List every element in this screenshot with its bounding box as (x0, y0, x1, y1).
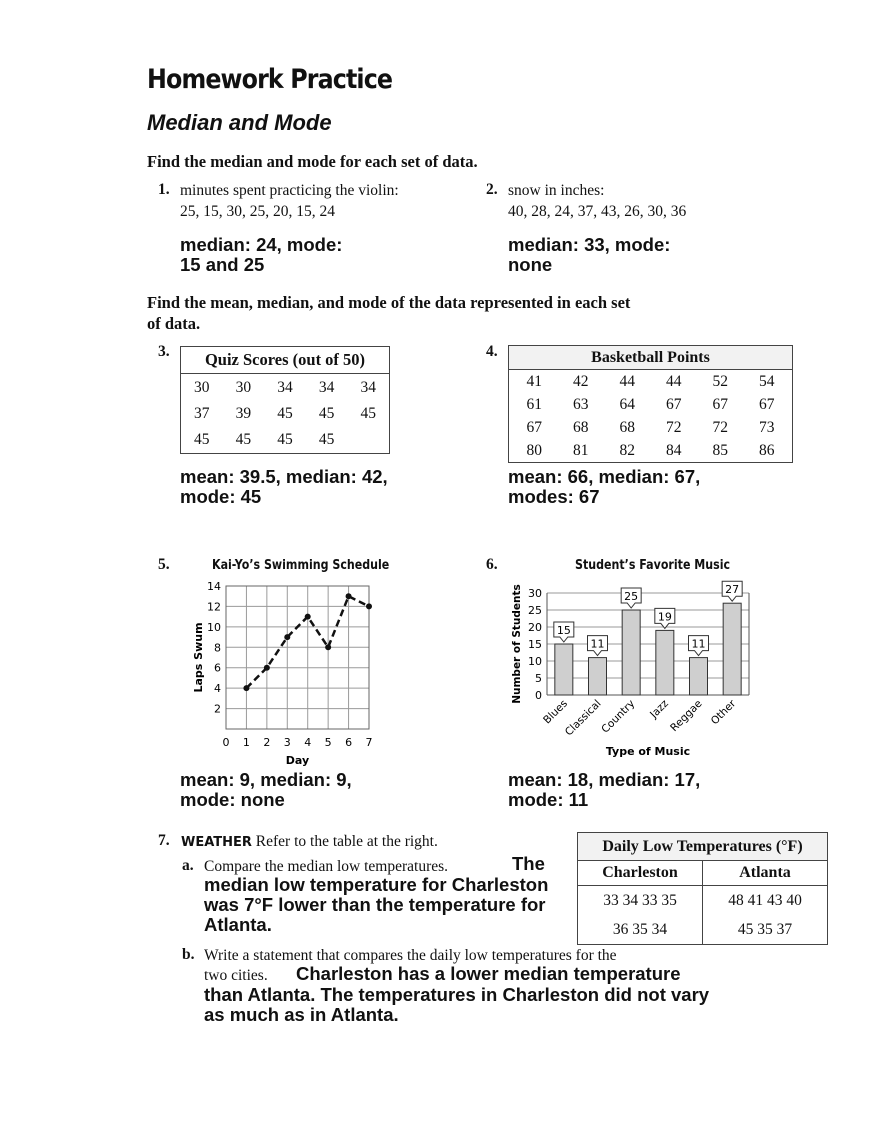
data-point (305, 614, 311, 620)
table-cell: 67 (759, 396, 775, 413)
table-cell: 67 (526, 419, 542, 436)
part-a-answer-line3: was 7°F lower than the temperature for (204, 894, 546, 915)
problem5-answer-line1: mean: 9, median: 9, (180, 769, 352, 790)
part-a-answer-line4: Atlanta. (204, 914, 272, 935)
quiz-scores-title: Quiz Scores (out of 50) (181, 347, 389, 374)
problem3-answer-line1: mean: 39.5, median: 42, (180, 466, 388, 487)
atlanta-temps-row1: 48 41 43 40 (703, 886, 828, 917)
column-header-atlanta: Atlanta (703, 861, 828, 886)
table-cell: 61 (526, 396, 542, 413)
bar (622, 610, 640, 695)
bar (723, 603, 741, 695)
y-tick-label: 8 (214, 641, 221, 655)
table-cell: 34 (318, 379, 335, 396)
problem4-number: 4. (486, 343, 498, 360)
data-point (366, 603, 372, 609)
y-tick-label: 6 (214, 661, 221, 675)
data-label: 11 (691, 637, 706, 651)
problem2-label: snow in inches: (508, 182, 605, 199)
basketball-points-title: Basketball Points (509, 346, 792, 370)
part-a-question: Compare the median low temperatures. (204, 858, 449, 875)
table-cell: 37 (194, 405, 210, 422)
part-b-answer-line2: than Atlanta. The temperatures in Charleston did not vary (204, 984, 710, 1005)
problem5-answer (180, 770, 352, 810)
x-category-label: Classical (562, 697, 604, 739)
table-cell: 45 (318, 405, 335, 422)
table-cell: 85 (712, 442, 728, 459)
x-tick-label: 5 (324, 736, 332, 749)
table-cell: 45 (277, 431, 293, 448)
swim-line-chart (185, 576, 400, 771)
table-cell: 52 (712, 373, 728, 390)
problem6-answer-line2: mode: 11 (508, 789, 589, 810)
quiz-scores-grid (181, 375, 389, 453)
problem6-number: 6. (486, 556, 498, 573)
part-a-answer-line2: median low temperature for Charleston (204, 874, 549, 895)
temperature-table-title: Daily Low Temperatures (°F) (578, 833, 828, 861)
data-label: 15 (556, 624, 571, 637)
table-cell: 64 (619, 396, 635, 413)
table-cell: 30 (194, 379, 210, 396)
music-chart-title: Student’s Favorite Music (575, 558, 731, 573)
problem5-number: 5. (158, 556, 170, 573)
problem4-answer (508, 467, 700, 507)
table-cell: 42 (573, 373, 589, 390)
x-tick-label: 2 (263, 736, 271, 749)
problem2-answer (508, 235, 670, 275)
x-axis-label: Day (285, 754, 310, 767)
table-cell: 45 (194, 431, 210, 448)
table-cell: 72 (666, 419, 682, 436)
section1-instruction: Find the median and mode for each set of data. (147, 152, 478, 171)
problem1-answer-line1: median: 24, mode: (180, 234, 343, 255)
table-cell: 44 (666, 373, 682, 390)
atlanta-temps-row2: 45 35 37 (703, 916, 828, 945)
table-cell: 34 (360, 379, 376, 396)
problem6-answer (508, 770, 700, 810)
data-point (325, 644, 331, 650)
data-point (243, 685, 249, 691)
table-cell: 72 (712, 419, 728, 436)
part-a-label: a. (182, 857, 194, 874)
part-a-answer (204, 875, 548, 935)
problem1-answer-line2: 15 and 25 (180, 254, 265, 275)
x-category-label: Blues (541, 697, 570, 727)
bar (555, 644, 573, 695)
y-tick-label: 0 (535, 689, 542, 702)
table-cell: 86 (759, 442, 775, 459)
bar (656, 630, 674, 695)
x-category-label: Other (708, 697, 739, 728)
daily-low-temperatures-table (577, 832, 828, 945)
table-cell: 73 (759, 419, 775, 436)
section2-instruction-line1: Find the mean, median, and mode of the data represented in each set (147, 293, 631, 312)
column-header-charleston: Charleston (578, 861, 703, 886)
part-b-answer-part1: Charleston has a lower median temperature (296, 963, 681, 984)
table-cell: 68 (619, 419, 635, 436)
table-cell: 54 (759, 373, 775, 390)
y-tick-label: 14 (207, 580, 221, 593)
table-cell: 45 (318, 431, 335, 448)
y-tick-label: 30 (528, 587, 542, 600)
bar (589, 658, 607, 695)
y-tick-label: 5 (535, 672, 542, 685)
data-label: 27 (725, 583, 740, 597)
table-cell: 67 (666, 396, 682, 413)
y-tick-label: 25 (528, 604, 542, 617)
table-cell: 80 (526, 442, 542, 459)
x-tick-label: 4 (304, 736, 312, 749)
x-category-label: Jazz (647, 697, 671, 721)
problem1-data: 25, 15, 30, 25, 20, 15, 24 (180, 203, 335, 220)
y-tick-label: 4 (214, 682, 221, 696)
y-axis-label: Number of Students (511, 584, 523, 704)
data-label: 25 (624, 590, 639, 603)
y-axis-label: Laps Swum (192, 622, 205, 693)
table-cell: 39 (235, 405, 252, 422)
problem3-answer (180, 467, 388, 507)
data-label: 19 (657, 610, 672, 624)
part-a-answer-part1: The (512, 853, 545, 874)
problem3-number: 3. (158, 343, 170, 360)
table-cell: 34 (277, 379, 293, 396)
plot-frame (226, 586, 369, 729)
x-category-label: Reggae (668, 697, 705, 735)
y-tick-label: 10 (207, 620, 221, 634)
y-tick-label: 20 (528, 621, 542, 634)
weather-tag: WEATHER (181, 835, 252, 850)
data-point (264, 665, 270, 671)
section2-instruction (147, 292, 630, 334)
part-b-question-line1: Write a statement that compares the daily low temperatures for the (204, 947, 617, 964)
problem4-answer-line2: modes: 67 (508, 486, 600, 507)
table-cell: 45 (277, 405, 293, 422)
problem7-prompt (181, 831, 438, 853)
problem1-number: 1. (158, 181, 170, 198)
x-tick-label: 1 (242, 736, 250, 749)
x-tick-label: 7 (365, 736, 373, 749)
y-tick-label: 2 (214, 702, 221, 716)
table-cell: 44 (619, 373, 635, 390)
x-tick-label: 0 (222, 736, 230, 749)
basketball-points-grid (511, 370, 790, 462)
data-point (346, 593, 352, 599)
data-point (284, 634, 290, 640)
problem4-answer-line1: mean: 66, median: 67, (508, 466, 701, 487)
table-cell: 68 (573, 419, 589, 436)
charleston-temps-row1: 33 34 33 35 (578, 886, 703, 917)
problem2-number: 2. (486, 181, 498, 198)
problem5-answer-line2: mode: none (180, 789, 285, 810)
x-tick-label: 3 (283, 736, 291, 749)
problem6-answer-line1: mean: 18, median: 17, (508, 769, 701, 790)
problem2-answer-line1: median: 33, mode: (508, 234, 671, 255)
table-cell: 84 (666, 442, 682, 459)
problem7-number: 7. (158, 832, 170, 849)
page-subtitle: Median and Mode (147, 110, 332, 135)
table-cell: 41 (526, 373, 542, 390)
problem3-answer-line2: mode: 45 (180, 486, 262, 507)
data-label: 11 (590, 637, 605, 651)
table-cell: 30 (235, 379, 252, 396)
problem2-answer-line2: none (508, 254, 553, 275)
table-cell: 45 (360, 405, 376, 422)
table-cell: 45 (235, 431, 252, 448)
part-b-question-line2: two cities. (204, 967, 268, 984)
y-tick-label: 15 (528, 638, 542, 651)
swim-chart-title: Kai-Yo’s Swimming Schedule (212, 558, 390, 573)
table-cell: 63 (573, 396, 589, 413)
table-cell: 82 (619, 442, 635, 459)
y-tick-label: 12 (207, 600, 221, 614)
problem1-answer (180, 235, 342, 275)
part-b-answer (204, 985, 709, 1025)
part-b-label: b. (182, 946, 195, 963)
page-title: Homework Practice (147, 64, 393, 95)
basketball-points-table (508, 345, 793, 463)
problem1-label: minutes spent practicing the violin: (180, 182, 399, 199)
quiz-scores-table (180, 346, 390, 454)
table-cell (347, 427, 389, 453)
x-tick-label: 6 (345, 736, 353, 749)
part-b-answer-line3: as much as in Atlanta. (204, 1004, 399, 1025)
music-bar-chart (505, 574, 760, 764)
x-category-label: Country (599, 697, 638, 736)
bar (690, 658, 708, 695)
table-cell: 67 (712, 396, 728, 413)
charleston-temps-row2: 36 35 34 (578, 916, 703, 945)
problem7-prompt-text: Refer to the table at the right. (255, 833, 438, 850)
y-tick-label: 10 (528, 655, 542, 668)
problem2-data: 40, 28, 24, 37, 43, 26, 30, 36 (508, 203, 687, 220)
x-axis-label: Type of Music (605, 745, 691, 758)
table-cell: 81 (573, 442, 589, 459)
section2-instruction-line2: of data. (147, 314, 201, 333)
